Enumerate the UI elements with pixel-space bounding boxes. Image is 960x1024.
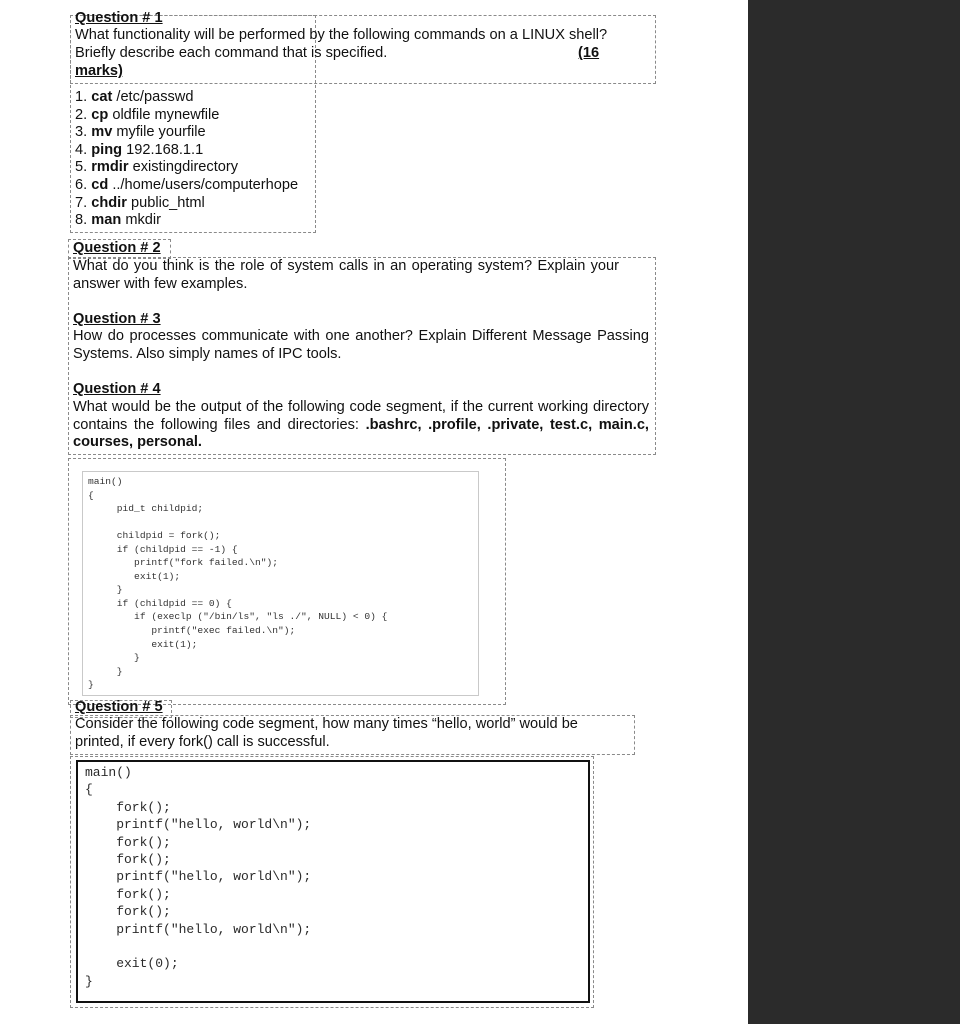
q5-code-block: main() { fork(); printf("hello, world\n"); fork(); fork(); printf("hello, world\n"); fork(); fork(); printf("hello, world\n"); exit(0); }: [85, 765, 312, 989]
q4-code-block: main() { pid_t childpid; childpid = fork(); if (childpid == -1) { printf("fork failed.\n"); exit(1); } if (childpid == 0) { if (execlp ("/bin/ls", "ls ./", NULL) < 0) { printf("exec failed.\n"); exit(1); } } }: [88, 476, 388, 691]
q4-question-text: What would be the output of the following code segment, if the current working directory contains the following files and directories: .bashrc, .profile, .private, test.c, main.c, courses, personal.: [73, 399, 649, 451]
list-item: 7. chdir public_html: [75, 194, 205, 211]
q3-question-text: How do processes communicate with one another? Explain Different Message Passing Systems. Also simply names of IPC tools.: [73, 328, 649, 362]
q2-heading: Question # 2: [73, 240, 161, 256]
q5-heading: Question # 5: [75, 699, 163, 715]
q2-question-text: What do you think is the role of system calls in an operating system? Explain your answer with few examples.: [73, 258, 619, 292]
list-item: 8. man mkdir: [75, 212, 161, 229]
list-item: 5. rmdir existingdirectory: [75, 159, 239, 176]
q5-question-text: Consider the following code segment, how many times “hello, world” would be printed, if every fork() call is successful.: [75, 716, 578, 750]
q1-question-text: What functionality will be performed by the following commands on a LINUX shell? Briefly describe each command that is specified.: [75, 27, 608, 61]
q4-files: .bashrc, .profile, .private, test.c, main.c, courses, personal.: [73, 416, 649, 451]
list-item: 1. cat /etc/passwd: [75, 89, 194, 105]
q1-command-list: [75, 89, 298, 230]
q3-heading: Question # 3: [73, 311, 161, 327]
list-item: 3. mv myfile yourfile: [75, 124, 206, 141]
q1-heading: Question # 1: [75, 10, 163, 26]
q4-heading: Question # 4: [73, 381, 161, 397]
list-item: 4. ping 192.168.1.1: [75, 141, 204, 158]
list-item: 6. cd ../home/users/computerhope: [75, 176, 299, 193]
list-item: 2. cp oldfile mynewfile: [75, 106, 220, 123]
q1-marks-cont: marks): [75, 63, 123, 79]
q1-marks: (16: [578, 45, 600, 61]
